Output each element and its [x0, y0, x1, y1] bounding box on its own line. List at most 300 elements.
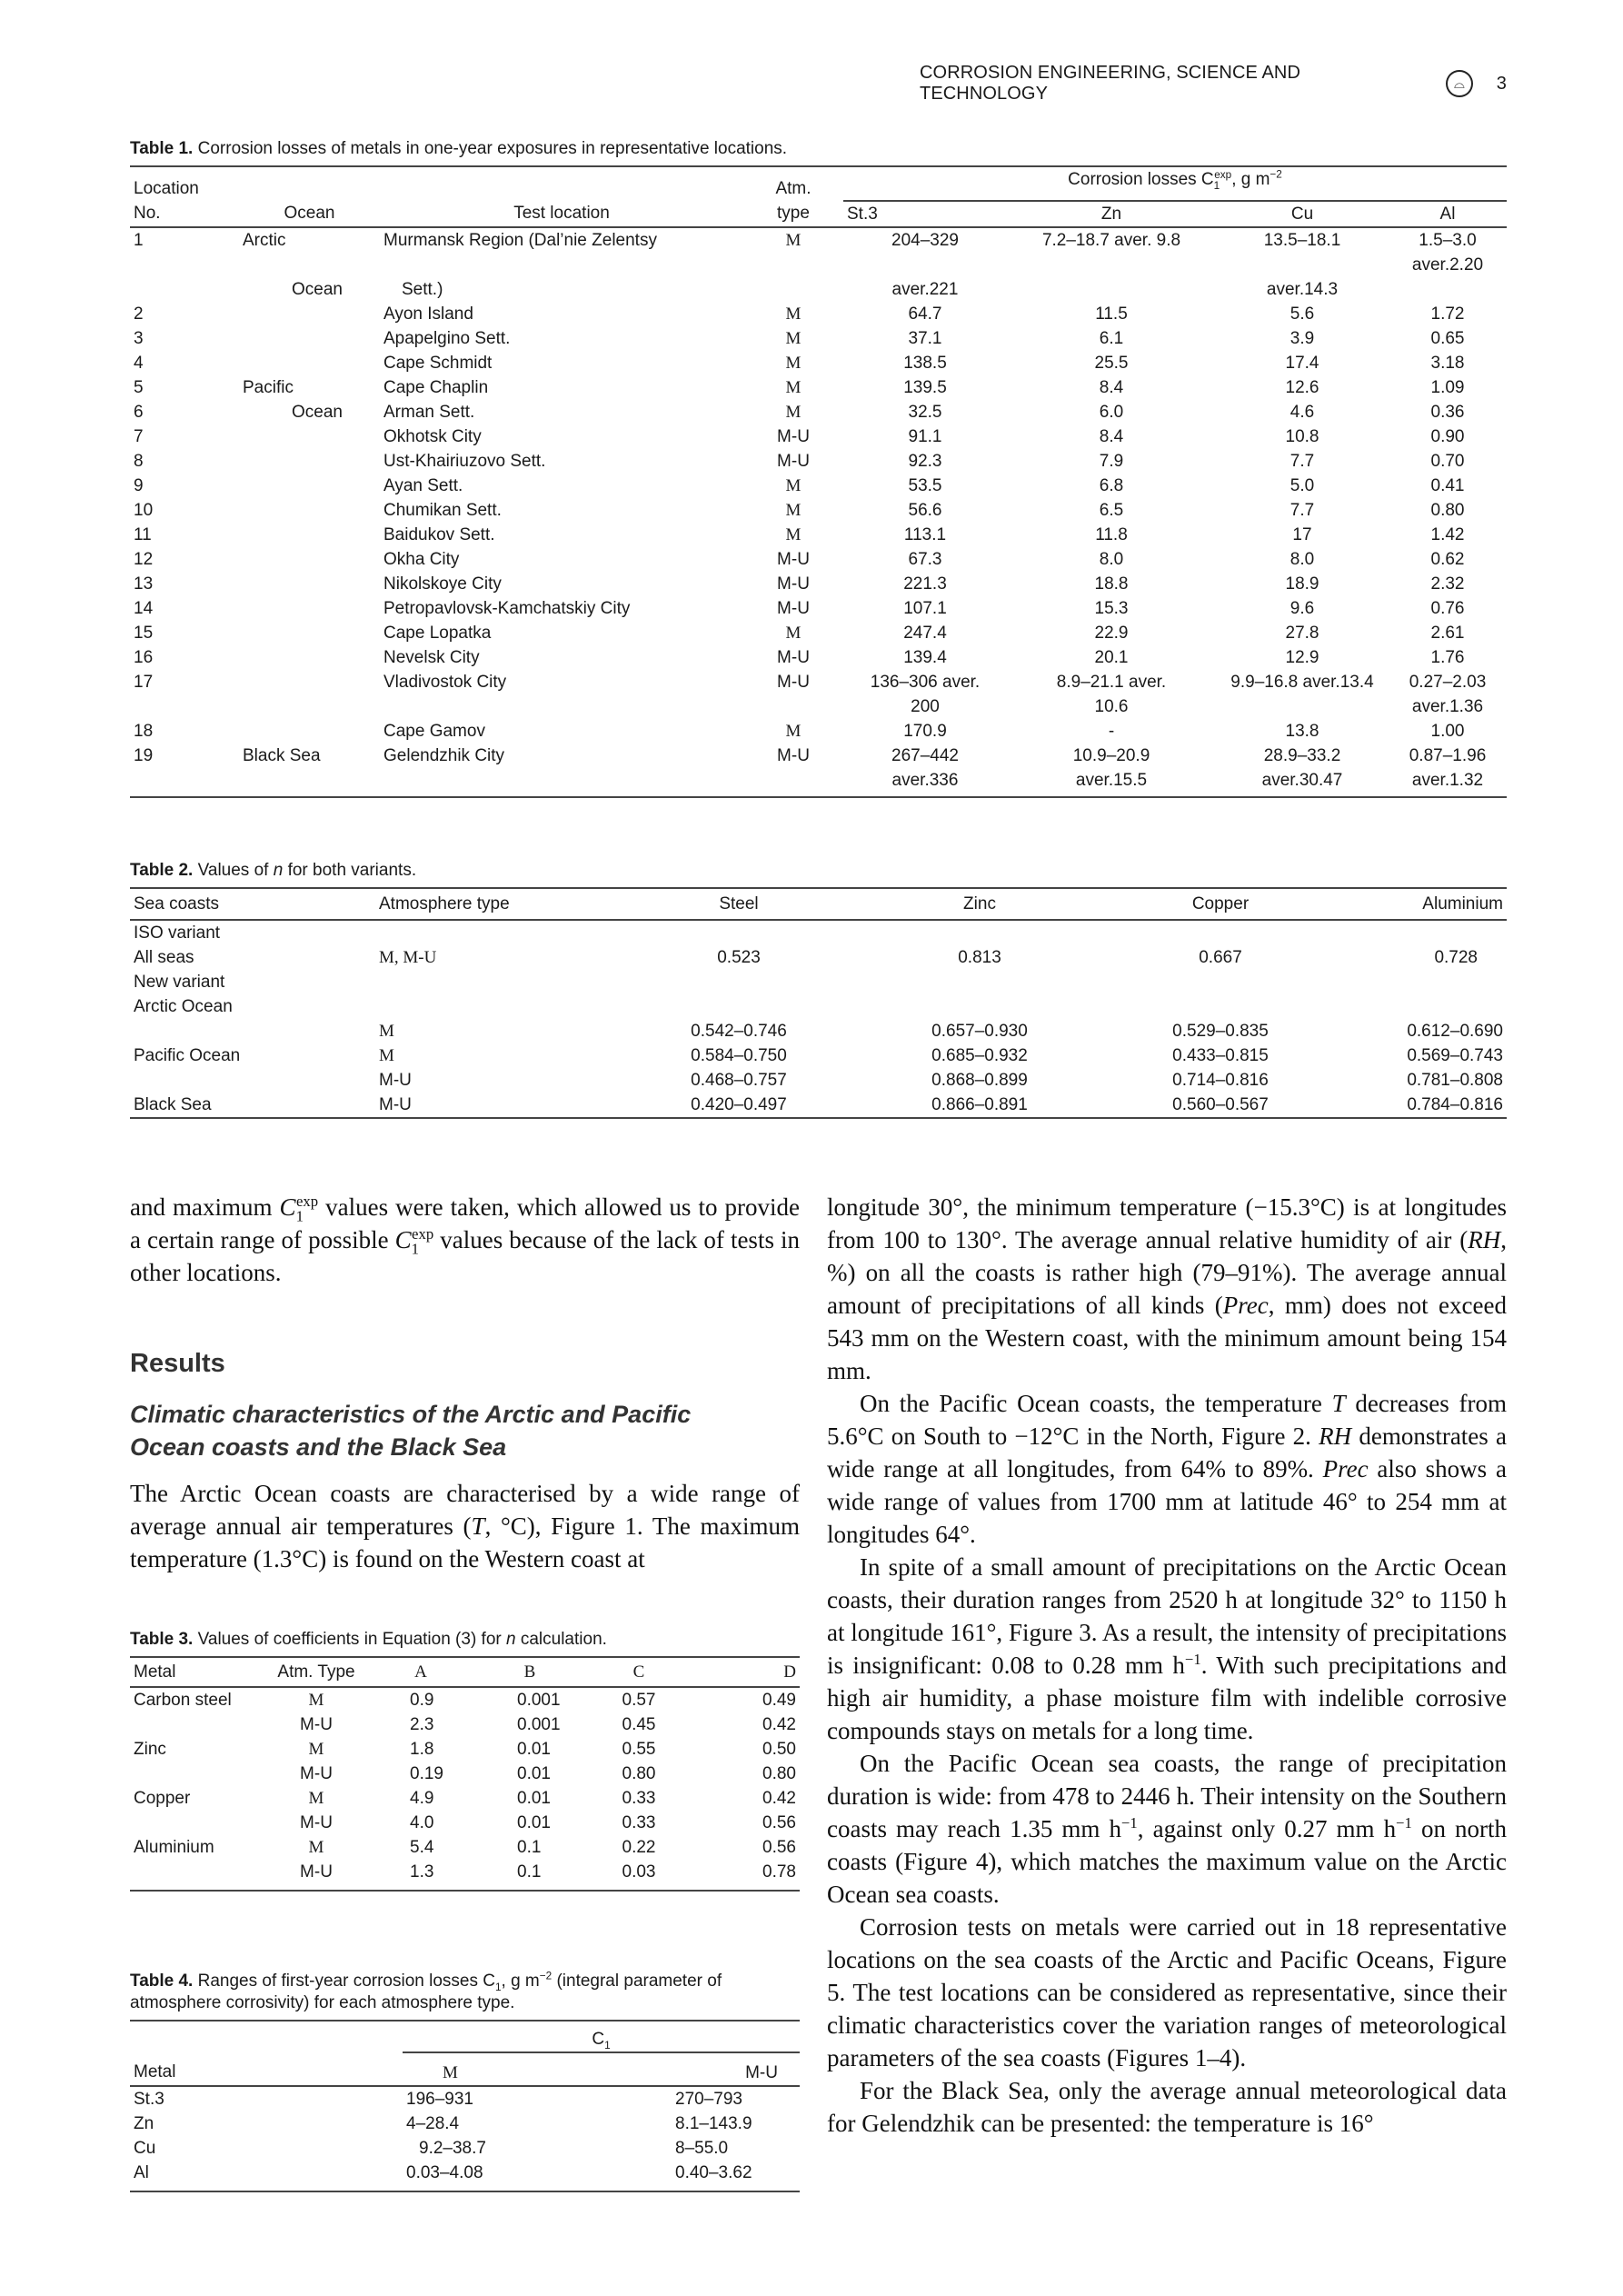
col-header-sea-coasts: Sea coasts: [134, 894, 219, 913]
cell-cu: 12.9: [1285, 648, 1319, 667]
cell-atmosphere-type: M-U: [379, 1071, 412, 1090]
col-header-ocean: Ocean: [284, 204, 335, 223]
cell-atm-type: M-U: [777, 427, 810, 446]
cell-zn: 8.0: [1099, 550, 1124, 569]
col-header-a: A: [414, 1662, 427, 1682]
table-row: [130, 694, 1507, 719]
cell-st3: 67.3: [908, 550, 942, 569]
cell-atm-type: M-U: [300, 1862, 333, 1882]
cell-metal: [130, 1811, 266, 1835]
cell-steel: 0.523: [717, 948, 761, 967]
table-row: [130, 1068, 1507, 1093]
cell-atm-type: M: [785, 403, 802, 422]
cell-st3: 107.1: [903, 599, 947, 618]
cell-steel: [621, 970, 857, 994]
cell-ocean: [239, 670, 380, 694]
left-column-paragraph-2: The Arctic Ocean coasts are characterised by a wide range of average annual air temperatures (T, °C), Figure 1. The maximum temperature (1.3°C) is found on the Western coast at: [130, 1480, 800, 1572]
page-number: 3: [1496, 73, 1507, 94]
cell-copper: 0.560–0.567: [1172, 1095, 1269, 1114]
results-heading: Results: [130, 1349, 225, 1378]
table-row: [130, 945, 1507, 970]
cell-ocean: Pacific: [243, 378, 294, 397]
cell-ocean: [239, 572, 380, 596]
col-header-atm-type: Atm. Type: [277, 1662, 355, 1682]
caption-text: Corrosion losses of metals in one-year exposures in representative locations.: [197, 139, 788, 158]
cell-zn: -: [1108, 722, 1115, 741]
cell-c: 0.57: [622, 1691, 656, 1710]
col-group-c1: $C_1$: [403, 2021, 800, 2052]
cell-test-location: Arman Sett.: [383, 403, 475, 422]
cell-zn: 11.8: [1095, 525, 1128, 544]
cell-atm-type: M-U: [777, 746, 810, 765]
cell-al: 1.76: [1430, 648, 1465, 667]
cell-copper: 0.667: [1199, 948, 1242, 967]
cell-al: [1389, 277, 1507, 302]
cell-test-location: Ayan Sett.: [383, 476, 463, 495]
cell-m-u: 8–55.0: [675, 2139, 729, 2158]
cell-st3: 113.1: [903, 525, 947, 544]
cell-aluminium: [1339, 970, 1507, 994]
cell-zinc: 0.657–0.930: [931, 1022, 1028, 1041]
cell-zn: 8.4: [1099, 378, 1124, 397]
cell-atm-type: M: [308, 1740, 324, 1759]
cell-ocean: [239, 498, 380, 523]
paragraph-arctic-climate: longitude 30°, the minimum temperature (−15.3°C) is at longitudes from 100 to 130°. The average annual relative humidity of air (RH, %) on all the coasts is rather high (79–91%). The average annual amount of precipitations of all kinds (Prec, mm) does not exceed 543 mm on the Western coast, with the minimum amount being 154 mm.: [827, 1193, 1507, 1384]
cell-test-location: Ayon Island: [383, 304, 473, 324]
table-row: [130, 277, 1507, 302]
cell-al: 1.00: [1430, 722, 1465, 741]
cell-cu: aver.14.3: [1266, 280, 1339, 299]
table-row: [130, 1811, 800, 1835]
cell-zinc: 0.813: [958, 948, 1001, 967]
cell-ocean: [239, 523, 380, 547]
table-row: [130, 920, 1507, 945]
cell-cu: 13.8: [1285, 722, 1319, 741]
cell-zn: 7.9: [1099, 452, 1124, 471]
table-1-grid: [130, 165, 1507, 798]
cell-metal: Cu: [134, 2139, 156, 2158]
cell-aluminium: 0.781–0.808: [1407, 1071, 1503, 1090]
cell-aluminium: 0.569–0.743: [1407, 1046, 1503, 1065]
cell-zn: 25.5: [1094, 354, 1129, 373]
cell-zinc: [857, 920, 1102, 945]
table-3: [130, 1629, 800, 1892]
cell-ocean: [239, 474, 380, 498]
table-row: [130, 1737, 800, 1762]
table-row: [130, 424, 1507, 449]
cell-al: 0.70: [1430, 452, 1465, 471]
cell-al: 1.72: [1430, 304, 1465, 324]
cell-cu: aver.30.47: [1261, 771, 1343, 790]
cell-cu: 18.9: [1285, 574, 1319, 594]
paragraph-pacific-climate: On the Pacific Ocean coasts, the temperature T decreases from 5.6°C on South to −12°C in the North, Figure 2. RH demonstrates a wide range at all longitudes, from 64% to 89%. Prec also shows a wide range of values from 1700 mm at latitude 46° to 254 mm at longitudes 64°.: [827, 1390, 1507, 1548]
cell-sea-coasts: [130, 1068, 375, 1093]
table-row: [130, 400, 1507, 424]
table-row: [130, 1762, 800, 1786]
col-header-steel: Steel: [719, 894, 759, 913]
cell-ocean: [239, 302, 380, 326]
cell-aluminium: 0.728: [1434, 948, 1478, 967]
cell-al: 1.5–3.0 aver.2.20: [1411, 231, 1484, 275]
cell-st3: aver.221: [891, 280, 959, 299]
table-row: [130, 1786, 800, 1811]
table-2-caption: Table 2. Values of n for both variants.: [130, 861, 417, 880]
cell-cu: 28.9–33.2: [1263, 746, 1341, 765]
cell-metal: [130, 1712, 266, 1737]
cell-zinc: [857, 994, 1102, 1019]
table-1: [130, 138, 1507, 798]
cell-a: 1.3: [410, 1862, 434, 1882]
cell-a: 0.9: [410, 1691, 434, 1710]
cell-cu: 17.4: [1285, 354, 1319, 373]
cell-copper: [1102, 994, 1339, 1019]
cell-cu: 9.6: [1289, 599, 1315, 618]
table-row: [130, 1687, 800, 1712]
table-row: [130, 1712, 800, 1737]
cell-location-no: 18: [134, 722, 154, 741]
cell-b: 0.01: [517, 1789, 551, 1808]
cell-st3: 204–329: [891, 231, 959, 250]
cell-d: 0.50: [762, 1740, 796, 1759]
cell-ocean: [239, 645, 380, 670]
subsection-heading: Climatic characteristics of the Arctic and Pacific Ocean coasts and the Black Sea: [130, 1401, 692, 1461]
cell-steel: 0.468–0.757: [691, 1071, 787, 1090]
cell-atm-type: M: [785, 304, 802, 324]
cell-sea-coasts: New variant: [134, 973, 225, 992]
cell-test-location: Gelendzhik City: [383, 746, 505, 765]
cell-b: 0.1: [517, 1862, 542, 1882]
cell-b: 0.01: [517, 1764, 551, 1783]
table-row: [130, 326, 1507, 351]
table-row: [130, 645, 1507, 670]
table-row: [130, 2161, 800, 2185]
cell-cu: 13.5–18.1: [1263, 231, 1341, 250]
col-header-c: C: [632, 1662, 645, 1682]
cell-a: 0.19: [410, 1764, 443, 1783]
cell-test-location: Vladivostok City: [383, 673, 507, 692]
cell-zn: 10.9–20.9: [1072, 746, 1150, 765]
table-row: [130, 596, 1507, 621]
cell-al: 0.41: [1430, 476, 1465, 495]
cell-cu: 5.0: [1289, 476, 1315, 495]
cell-atm-type: M-U: [300, 1764, 333, 1783]
cell-ocean: [239, 351, 380, 375]
cell-st3: 56.6: [908, 501, 942, 520]
cell-ocean: Ocean: [292, 280, 343, 299]
cell-location-no: 7: [134, 427, 144, 446]
cell-cu: 17: [1292, 525, 1312, 544]
cell-location-no: 4: [134, 354, 144, 373]
cell-st3: 221.3: [903, 574, 947, 594]
cell-location-no: 2: [134, 304, 144, 324]
cell-test-location: Cape Gamov: [383, 722, 485, 741]
cell-ocean: [239, 449, 380, 474]
cell-zn: [1007, 277, 1216, 302]
cell-d: 0.80: [762, 1764, 796, 1783]
cell-steel: 0.542–0.746: [691, 1022, 787, 1041]
cell-location-no: 15: [134, 624, 154, 643]
cell-location-no: 5: [134, 378, 144, 397]
cell-b: 0.01: [517, 1740, 551, 1759]
col-header-test-location: Test location: [513, 204, 610, 223]
cell-ocean: Black Sea: [243, 746, 321, 765]
cell-copper: [1102, 920, 1339, 945]
cell-atm-type: M: [308, 1789, 324, 1808]
cell-zinc: 0.685–0.932: [931, 1046, 1028, 1065]
cell-location-no: 16: [134, 648, 154, 667]
cell-atm-type: [743, 277, 843, 302]
cell-location-no: 19: [134, 746, 154, 765]
cell-atm-type: M: [785, 525, 802, 544]
cell-m: 0.03–4.08: [406, 2163, 483, 2182]
cell-a: 1.8: [410, 1740, 434, 1759]
cell-al: 0.80: [1430, 501, 1465, 520]
table-row: [130, 744, 1507, 768]
cell-sea-coasts: Pacific Ocean: [134, 1046, 241, 1065]
cell-steel: [621, 994, 857, 1019]
col-header-m-u: M-U: [745, 2063, 778, 2082]
table-row: [130, 523, 1507, 547]
cell-metal: St.3: [134, 2090, 164, 2109]
cell-atm-type: M-U: [777, 599, 810, 618]
cell-location-no: [130, 694, 239, 719]
table-label: Table 1.: [130, 139, 194, 158]
cell-ocean: [239, 547, 380, 572]
cell-location-no: 9: [134, 476, 144, 495]
table-row: [130, 2086, 800, 2111]
cell-test-location: Cape Schmidt: [383, 354, 493, 373]
cell-al: 2.32: [1430, 574, 1465, 594]
cell-cu: 7.7: [1289, 501, 1315, 520]
cell-al: aver.1.36: [1411, 697, 1484, 716]
table-2-grid: [130, 887, 1507, 1119]
cell-location-no: 8: [134, 452, 144, 471]
cell-zn: aver.15.5: [1075, 771, 1148, 790]
cell-test-location: Okha City: [383, 550, 460, 569]
cell-al: 0.65: [1430, 329, 1465, 348]
cell-atmosphere-type: [375, 994, 621, 1019]
cell-atm-type: M: [308, 1691, 324, 1710]
cell-metal: Copper: [134, 1789, 191, 1808]
cell-zn: 10.6: [1094, 697, 1129, 716]
cell-st3: 37.1: [908, 329, 942, 348]
cell-c: 0.80: [622, 1764, 656, 1783]
cell-atm-type: M: [785, 378, 802, 397]
table-row: [130, 2111, 800, 2136]
cell-cu: 12.6: [1285, 378, 1319, 397]
cell-a: 5.4: [410, 1838, 434, 1857]
cell-st3: 92.3: [908, 452, 942, 471]
cell-test-location: Nevelsk City: [383, 648, 480, 667]
cell-d: 0.78: [762, 1862, 796, 1882]
cell-atmosphere-type: [375, 920, 621, 945]
table-row: [130, 227, 1507, 277]
cell-atmosphere-type: M, M-U: [379, 948, 437, 967]
cell-cu: 7.7: [1289, 452, 1315, 471]
cell-location-no: 11: [134, 525, 152, 544]
col-header-atm-type: type: [777, 204, 810, 223]
cell-al: aver.1.32: [1411, 771, 1484, 790]
cell-st3: 200: [911, 697, 940, 716]
cell-metal: Zn: [134, 2114, 154, 2133]
cell-al: 0.36: [1430, 403, 1465, 422]
cell-location-no: 10: [134, 501, 154, 520]
cell-location-no: 6: [134, 403, 144, 422]
table-2: [130, 860, 1507, 1119]
col-header-atm: Atm.: [775, 179, 812, 198]
cell-atm-type: [743, 768, 843, 793]
table-row: [130, 621, 1507, 645]
cell-sea-coasts: All seas: [134, 948, 194, 967]
cell-steel: 0.420–0.497: [691, 1095, 787, 1114]
cell-atm-type: M-U: [777, 673, 810, 692]
table-row: [130, 1860, 800, 1884]
cell-zinc: [857, 970, 1102, 994]
cell-location-no: [130, 768, 239, 793]
cell-test-location: Petropavlovsk-Kamchatskiy City: [383, 599, 631, 618]
cell-atm-type: M: [308, 1838, 324, 1857]
cell-st3: 64.7: [908, 304, 942, 324]
table-row: [130, 670, 1507, 694]
cell-atm-type: M-U: [300, 1813, 333, 1832]
cell-d: 0.42: [762, 1789, 796, 1808]
cell-al: 1.09: [1430, 378, 1465, 397]
cell-cu: 10.8: [1285, 427, 1319, 446]
table-row: [130, 970, 1507, 994]
cell-copper: 0.714–0.816: [1172, 1071, 1269, 1090]
table-row: [130, 351, 1507, 375]
table-row: [130, 2136, 800, 2161]
cell-ocean: [239, 326, 380, 351]
cell-st3: 138.5: [903, 354, 947, 373]
table-row: [130, 474, 1507, 498]
col-header-metal: Metal: [134, 1662, 176, 1682]
paragraph-black-sea: For the Black Sea, only the average annual meteorological data for Gelendzhik can be presented: the temperature is 16°: [827, 2077, 1507, 2137]
cell-al: 0.27–2.03: [1409, 673, 1487, 692]
cell-aluminium: [1339, 994, 1507, 1019]
cell-test-location: Apapelgino Sett.: [383, 329, 511, 348]
cell-st3: 247.4: [903, 624, 947, 643]
cell-test-location: [380, 694, 743, 719]
table-row: [130, 498, 1507, 523]
cell-location-no: 14: [134, 599, 154, 618]
col-group-corrosion-losses: Corrosion losses $C_1^{exp}$, g $m^{-2}$: [843, 166, 1507, 201]
col-header-atmosphere-type: Atmosphere type: [379, 894, 510, 913]
cell-atm-type: M-U: [777, 550, 810, 569]
cell-st3: 136–306 aver.: [870, 673, 981, 692]
col-header-zn: Zn: [1100, 205, 1122, 224]
cell-sea-coasts: Black Sea: [134, 1095, 212, 1114]
cell-zn: 18.8: [1094, 574, 1129, 594]
cell-d: 0.42: [762, 1715, 796, 1734]
cell-zn: 6.8: [1099, 476, 1124, 495]
cell-st3: 170.9: [903, 722, 947, 741]
cell-steel: 0.584–0.750: [691, 1046, 787, 1065]
left-column-paragraph-1: and maximum $C_1^{exp}$ values were taken, which allowed us to provide a certain range of possible $C_1^{exp}$ values because of the lack of tests in other locations.: [130, 1193, 801, 1286]
cell-st3: aver.336: [891, 771, 959, 790]
table-row: [130, 768, 1507, 793]
paragraph-arctic-precipitation: In spite of a small amount of precipitations on the Arctic Ocean coasts, their duration ranges from 2520 h at longitude 32° to 1150 h at longitude 161°, Figure 3. As a result, the intensity of precipitations is insignificant: 0.08 to 0.28 mm $h^{-1}$. With such precipitations and high air humidity, a phase moisture film with indelible corrosive compounds stays on metals for a long time.: [827, 1553, 1507, 1744]
cell-atm-type: M-U: [777, 574, 810, 594]
cell-cu: 9.9–16.8 aver.13.4: [1230, 673, 1374, 692]
cell-metal: Zinc: [134, 1740, 166, 1759]
cell-test-location: Sett.): [402, 280, 443, 299]
cell-al: 3.18: [1430, 354, 1465, 373]
table-3-grid: [130, 1656, 800, 1892]
cell-atm-type: M: [785, 231, 802, 250]
col-header-m: M: [443, 2063, 458, 2082]
cell-sea-coasts: Arctic Ocean: [134, 997, 233, 1016]
paragraph-test-locations: Corrosion tests on metals were carried out in 18 representative locations on the sea coasts of the Arctic and Pacific Oceans, Figure 5. The test locations can be considered as representative, since their climatic characteristics cover the variation ranges of meteorological parameters of the sea coasts (Figures 1–4).: [827, 1913, 1507, 2071]
col-header-d: D: [783, 1662, 796, 1682]
cell-ocean: [239, 596, 380, 621]
cell-zn: 15.3: [1094, 599, 1129, 618]
cell-test-location: Ust-Khairiuzovo Sett.: [383, 452, 546, 471]
col-header-al: Al: [1439, 205, 1456, 224]
cell-test-location: Baidukov Sett.: [383, 525, 495, 544]
table-row: [130, 449, 1507, 474]
col-header-aluminium: Aluminium: [1422, 894, 1503, 913]
cell-metal: Aluminium: [134, 1838, 214, 1857]
right-column-text: [827, 1191, 1507, 2140]
cell-c: 0.03: [622, 1862, 656, 1882]
cell-zn: 22.9: [1094, 624, 1129, 643]
cell-ocean: [239, 424, 380, 449]
cell-location-no: 17: [134, 673, 154, 692]
table-row: [130, 1043, 1507, 1068]
publisher-logo-icon: ⌓: [1446, 70, 1473, 97]
cell-cu: 5.6: [1289, 304, 1315, 324]
col-header-location-no: Location: [134, 179, 199, 198]
cell-test-location: Okhotsk City: [383, 427, 482, 446]
cell-copper: 0.433–0.815: [1172, 1046, 1269, 1065]
cell-location-no: 12: [134, 550, 154, 569]
cell-atm-type: M-U: [777, 452, 810, 471]
cell-m: 9.2–38.7: [419, 2139, 486, 2158]
cell-a: 2.3: [410, 1715, 434, 1734]
cell-metal: [130, 1860, 266, 1884]
paragraph-pacific-precipitation: On the Pacific Ocean sea coasts, the range of precipitation duration is wide: from 478 to 2446 h. Their intensity on the Southern coasts may reach 1.35 mm $h^{-1}$, against only 0.27 mm $h^{-1}$ on north coasts (Figure 4), which matches the maximum value on the Arctic Ocean sea coasts.: [827, 1750, 1508, 1908]
cell-sea-coasts: ISO variant: [134, 923, 221, 943]
cell-st3: 91.1: [908, 427, 942, 446]
cell-atmosphere-type: M: [379, 1046, 394, 1065]
table-4-grid: [130, 2020, 800, 2192]
table-1-caption: [130, 138, 1507, 160]
journal-title: CORROSION ENGINEERING, SCIENCE AND TECHNOLOGY: [920, 63, 1301, 104]
cell-al: 0.62: [1430, 550, 1465, 569]
cell-zn: 7.2–18.7 aver. 9.8: [1041, 231, 1181, 250]
cell-atm-type: M-U: [777, 648, 810, 667]
cell-zn: 8.4: [1099, 427, 1124, 446]
cell-aluminium: 0.612–0.690: [1407, 1022, 1503, 1041]
cell-st3: 139.4: [903, 648, 947, 667]
cell-test-location: Cape Chaplin: [383, 378, 489, 397]
col-header-no: No.: [134, 204, 161, 223]
cell-c: 0.55: [622, 1740, 656, 1759]
cell-b: 0.01: [517, 1813, 551, 1832]
cell-location-no: [130, 277, 239, 302]
cell-test-location: [380, 768, 743, 793]
cell-st3: 32.5: [908, 403, 942, 422]
cell-atm-type: M-U: [300, 1715, 333, 1734]
table-row: [130, 719, 1507, 744]
cell-m-u: 8.1–143.9: [675, 2114, 752, 2133]
cell-ocean: Arctic: [243, 231, 286, 250]
cell-test-location: Murmansk Region (Dal’nie Zelentsy: [383, 231, 657, 250]
cell-c: 0.33: [622, 1813, 656, 1832]
cell-location-no: 1: [134, 231, 144, 250]
cell-copper: 0.529–0.835: [1172, 1022, 1269, 1041]
